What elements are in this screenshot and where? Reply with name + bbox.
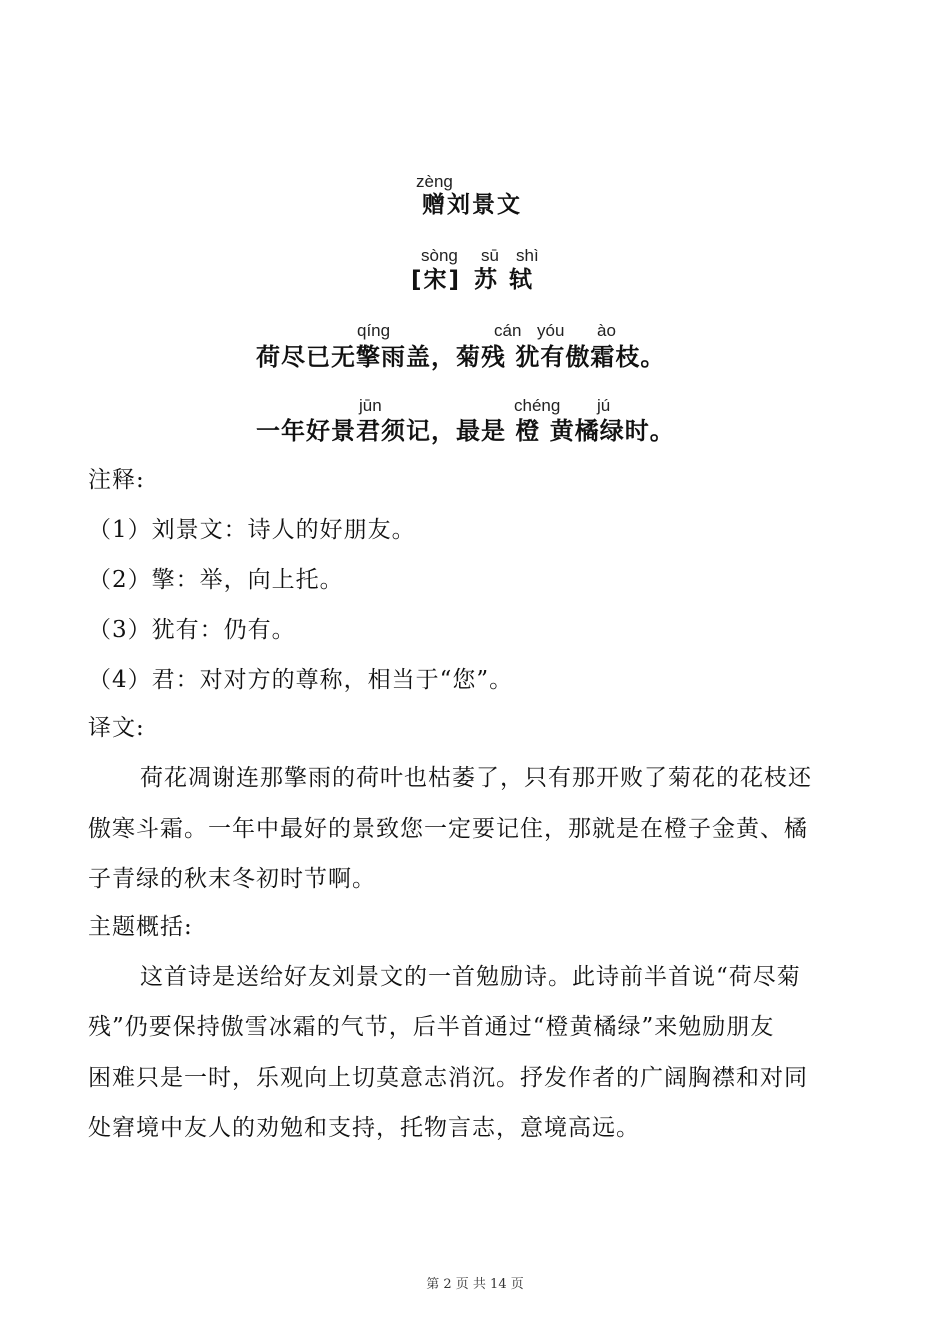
note-item-1: （1）刘景文：诗人的好朋友。 [88, 517, 416, 543]
pinyin-ju: jú [597, 396, 611, 415]
theme-heading: 主题概括: [88, 914, 193, 940]
pinyin-cheng: chéng [514, 396, 561, 415]
note-item-3: （3）犹有：仍有。 [88, 617, 296, 643]
theme-line-1: 这首诗是送给好友刘景文的一首勉励诗。此诗前半首说“荷尽菊 [140, 964, 801, 990]
translation-line-1: 荷花凋谢连那擎雨的荷叶也枯萎了，只有那开败了菊花的花枝还 [140, 765, 812, 791]
author-name: 苏 轼 [474, 267, 535, 293]
poem-line-1: 荷尽已无擎雨盖，菊残 犹有傲霜枝。 [256, 343, 666, 371]
pinyin-you: yóu [537, 321, 565, 340]
page-footer: 第 2 页 共 14 页 [426, 1277, 524, 1292]
translation-heading: 译文: [88, 715, 145, 741]
title-pinyin: zèng [416, 172, 453, 191]
poem-line-2: 一年好景君须记，最是 橙 黄橘绿时。 [256, 417, 675, 445]
theme-line-4: 处窘境中友人的劝勉和支持，托物言志，意境高远。 [88, 1115, 640, 1141]
pinyin-qing: qíng [357, 321, 391, 340]
poem-title: 赠刘景文 [422, 192, 522, 218]
author-pinyin-su: sū [481, 246, 499, 265]
pinyin-jun: jūn [359, 396, 382, 415]
theme-line-3: 困难只是一时，乐观向上切莫意志消沉。抒发作者的广阔胸襟和对同 [88, 1065, 808, 1091]
pinyin-ao: ào [597, 321, 616, 340]
author-pinyin-shi: shì [516, 246, 539, 265]
note-item-4: （4）君：对对方的尊称，相当于“您”。 [88, 667, 514, 693]
theme-line-2: 残”仍要保持傲雪冰霜的气节，后半首通过“橙黄橘绿”来勉励朋友 [88, 1014, 775, 1040]
author-dynasty: [宋] [411, 267, 462, 293]
translation-line-2: 傲寒斗霜。一年中最好的景致您一定要记住，那就是在橙子金黄、橘 [88, 816, 808, 842]
author-pinyin-song: sòng [421, 246, 458, 265]
translation-line-3: 子青绿的秋末冬初时节啊。 [88, 866, 376, 892]
note-item-2: （2）擎：举，向上托。 [88, 567, 344, 593]
pinyin-can: cán [494, 321, 522, 340]
notes-heading: 注释: [88, 467, 145, 493]
